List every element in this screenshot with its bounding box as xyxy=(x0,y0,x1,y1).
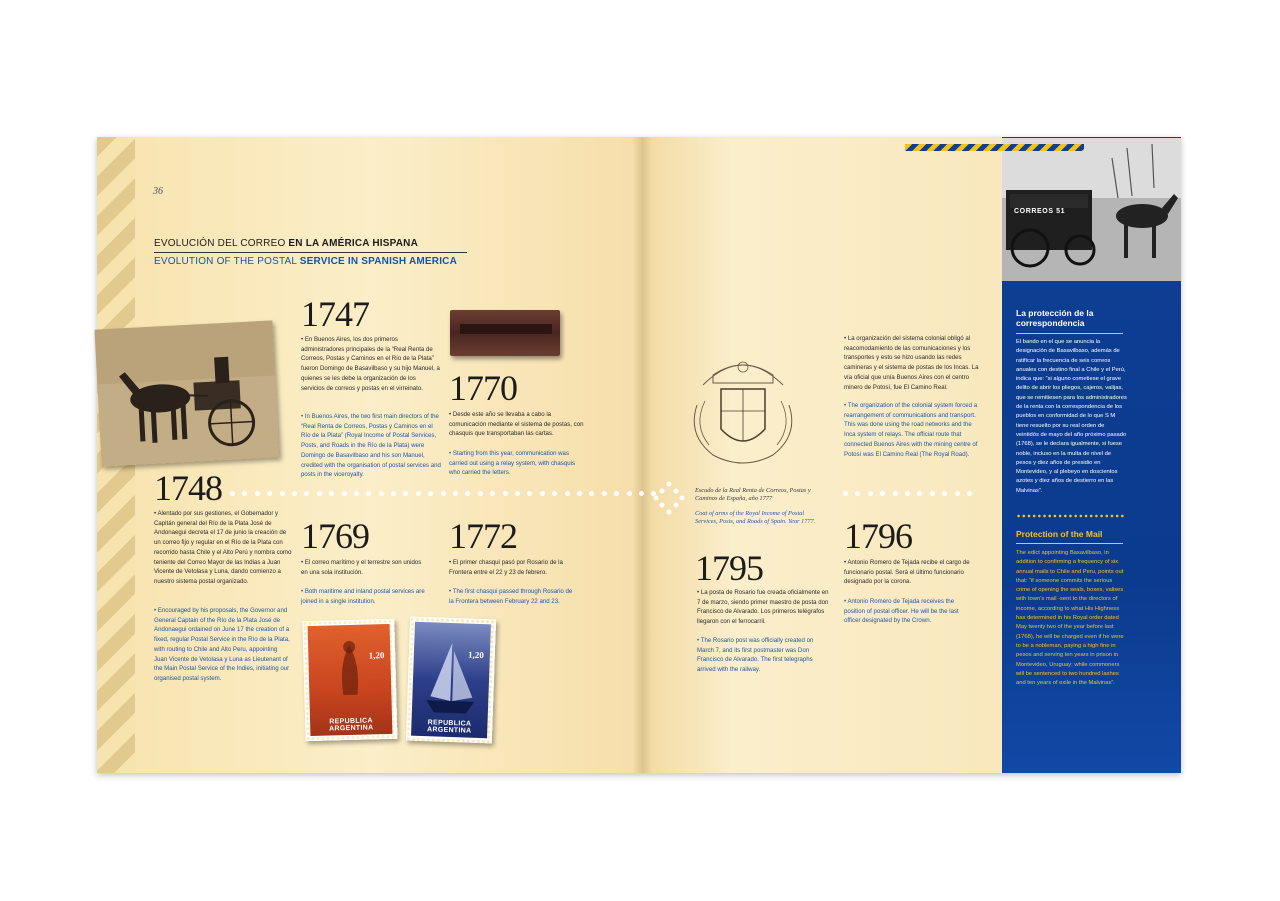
text-1795-es: • La posta de Rosario fue creada oficialmente en 7 de marzo, siendo primer maestro de posta don Francisco de Alvarado. Los primeros telégrafos llegaron con el ferrocarril. xyxy=(697,589,829,626)
stamp-blue-label: REPUBLICA ARGENTINA xyxy=(426,719,472,735)
sidebar-rule-mid xyxy=(1016,543,1123,544)
text-1747-es: • En Buenos Aires, los dos primeros administradores principales de la “Real Renta de Correos, Postas y Caminos en el Río de la Plata” fueron Domingo de Basavilbaso y su hijo Manuel, a quienes se les debe la organización de los servicios de correos y postas en el virreinato. xyxy=(301,336,440,392)
text-1748-en: • Encouraged by his proposals, the Governor and General Captain of the Río de la Plata José de Andonaegui ordained on June 17 the creation of a fixed, regular Postal Service in the Río de la Plata, with routing to Chile and Alto Peru, appointing Juan Vicente de Vetolasa y Luna as Lieutenant of the Main Postal Service of the Indies, initiating our organised postal system. xyxy=(154,607,290,682)
sidebar-heading-es: La protección de la correspondencia xyxy=(1016,308,1094,328)
timeline-diamond-ornament xyxy=(652,480,686,516)
coat-caption-en: Coat of arms of the Royal Income of Postal Services, Posts, and Roads of Spain. Year 1777. xyxy=(695,510,816,526)
hazard-stripe-band xyxy=(905,144,1084,151)
year-1770: 1770 xyxy=(449,368,517,408)
sidebar-rule-top xyxy=(1016,333,1123,334)
text-1769-en: • Both maritime and inland postal services are joined in a single institution. xyxy=(301,588,425,605)
title-english-bold: SERVICE IN SPANISH AMERICA xyxy=(299,256,458,267)
coat-of-arms-engraving xyxy=(683,345,803,475)
sidebar-body-es: El bando en el que se anuncia la designación de Basavilbaso, además de ratificar la frecuencia de seis correos anuales con destino final a Chile y el Perú, indica que: “si alguno cometiese el grave delito de abrir los pliegos, cajeros, valijas, que se remitiesen para los administradores de la renta con la correspondencia de los pueblos en conformidad de lo que S M tiene resuelto por su real orden de veintidós de mayo del año próximo pasado (1768), se le declara igualmente, si fuese noble, incluso en la multa de nivel de pesos y diez años de presidio en Montevideo, y al plebeyo en doscientos azotes y diez años de destierro en las Malvinas”. xyxy=(1016,339,1127,494)
coat-caption-es: Escudo de la Real Renta de Correos, Postas y Caminos de España, año 1777 xyxy=(695,487,811,503)
page-number: 36 xyxy=(153,186,163,197)
title-spanish-bold: EN LA AMÉRICA HISPANA xyxy=(288,238,418,249)
stamp-red xyxy=(302,619,397,741)
mail-slot xyxy=(460,324,552,334)
stamp-blue-value: 1,20 xyxy=(467,649,485,661)
year-1748: 1748 xyxy=(154,468,222,508)
text-1772-en: • The first chasqui passed through Rosario de la Frontera between February 22 and 23. xyxy=(449,588,573,605)
text-1748-es: • Alentado por sus gestiones, el Gobernador y Capitán general del Río de la Plata José de Andonaegui decreta el 17 de junio la creación de un correo fijo y regular en el Río de la Plata con recorrido hasta Chile y el Alto Perú y nombra como teniente del Correo Mayor de las Indias a Juan Vicente de Vetolasa y Luna, dando comienzo a nuestro sistema postal organizado. xyxy=(154,510,292,585)
text-1770-es: • Desde este año se llevaba a cabo la comunicación mediante el sistema de postas, con chasquis que transportaban las cartas. xyxy=(449,411,584,438)
mailbox-slot-photo xyxy=(450,310,560,356)
text-1769-es: • El correo marítimo y el terrestre son unidos en una sola institución. xyxy=(301,559,422,576)
text-1795-en: • The Rosario post was officially created on March 7, and its first postmaster was Don Francisco de Alvarado. The first telegraphs arrived with the railway. xyxy=(697,637,814,674)
text-colonial-es: • La organización del sistema colonial obligó al reacomodamiento de las comunicaciones y los transportes y esto se hizo usando las redes camineras y el sistema de postas de los Incas. La vía oficial que unía Buenos Aires con el centro minero de Potosí, fue El Camino Real. xyxy=(844,335,979,391)
stamp-red-artwork xyxy=(308,624,393,736)
text-1796-es: • Antonio Romero de Tejada recibe el cargo de funcionario postal. Será el último funcionario designado por la corona. xyxy=(844,559,970,586)
timeline-dots-left xyxy=(230,491,664,499)
title-english xyxy=(154,256,457,267)
title-english-plain: EVOLUTION OF THE POSTAL xyxy=(154,256,300,267)
sidebar-heading-en: Protection of the Mail xyxy=(1016,529,1103,539)
year-1772: 1772 xyxy=(449,516,517,556)
year-1769: 1769 xyxy=(301,516,369,556)
stamp-red-label: REPUBLICA ARGENTINA xyxy=(329,717,374,733)
sidebar-dotted-divider xyxy=(1016,514,1126,518)
text-1747-en: • In Buenos Aires, the two first main directors of the “Real Renta de Correos, Postas y Caminos en el Río de la Plata” (Royal Income of Postal Services, Posts, and Roads in the Río de la Plata) were Domingo de Basavilbaso and his son Manuel, credited with the organisation of postal services and posts in the viceroyalty. xyxy=(301,413,441,479)
truck-sign: CORREOS 51 xyxy=(1014,208,1066,215)
horse-carriage-photo xyxy=(95,320,280,466)
sidebar-body-en: The edict appointing Basavilbaso, in addition to confirming a frequency of six annual mails to Chile and Peru, points out that: “if someone commits the serious crime of opening the seals, boxes, valises with town’s mail -sent to the directors of income, according to what His Highness has determined in his Royal order dated May twenty two of the year before last (1768), he will be charged even if he were to be a nobleman, paying a high fine in pesos and serving ten years in prison in Montevideo, Uruguay; while commoners will be sentenced to two hundred lashes and ten years of exile in the Malvinas”. xyxy=(1016,550,1124,687)
mail-truck-photo xyxy=(1002,138,1181,281)
title-spanish-plain: EVOLUCIÓN DEL CORREO xyxy=(154,238,289,249)
text-1796-en: • Antonio Romero de Tejada receives the position of postal officer. He will be the last officer designated by the Crown. xyxy=(844,598,959,625)
text-1770-en: • Starting from this year, communication was carried out using a relay system, with chasquis who carried the letters. xyxy=(449,450,575,477)
year-1747: 1747 xyxy=(301,294,369,334)
year-1795: 1795 xyxy=(695,548,763,588)
year-1796: 1796 xyxy=(844,516,912,556)
text-colonial-en: • The organization of the colonial system forced a rearrangement of communications and transport. This was done using the road networks and the Inca system of relays. The official route that connected Buenos Aires with the mining centre of Potosí was El Camino Real (The Royal Road). xyxy=(844,402,978,458)
title-rule xyxy=(154,252,467,253)
stamp-blue xyxy=(406,617,496,744)
stamp-red-value: 1,20 xyxy=(368,650,385,661)
title-spanish xyxy=(154,238,418,249)
horse-carriage-illustration xyxy=(95,320,280,466)
stamp-blue-artwork xyxy=(411,622,491,739)
book-gutter xyxy=(632,137,652,773)
text-1772-es: • El primer chasqui pasó por Rosario de la Frontera entre el 22 y 23 de febrero. xyxy=(449,559,563,576)
timeline-dots-right xyxy=(843,491,979,499)
